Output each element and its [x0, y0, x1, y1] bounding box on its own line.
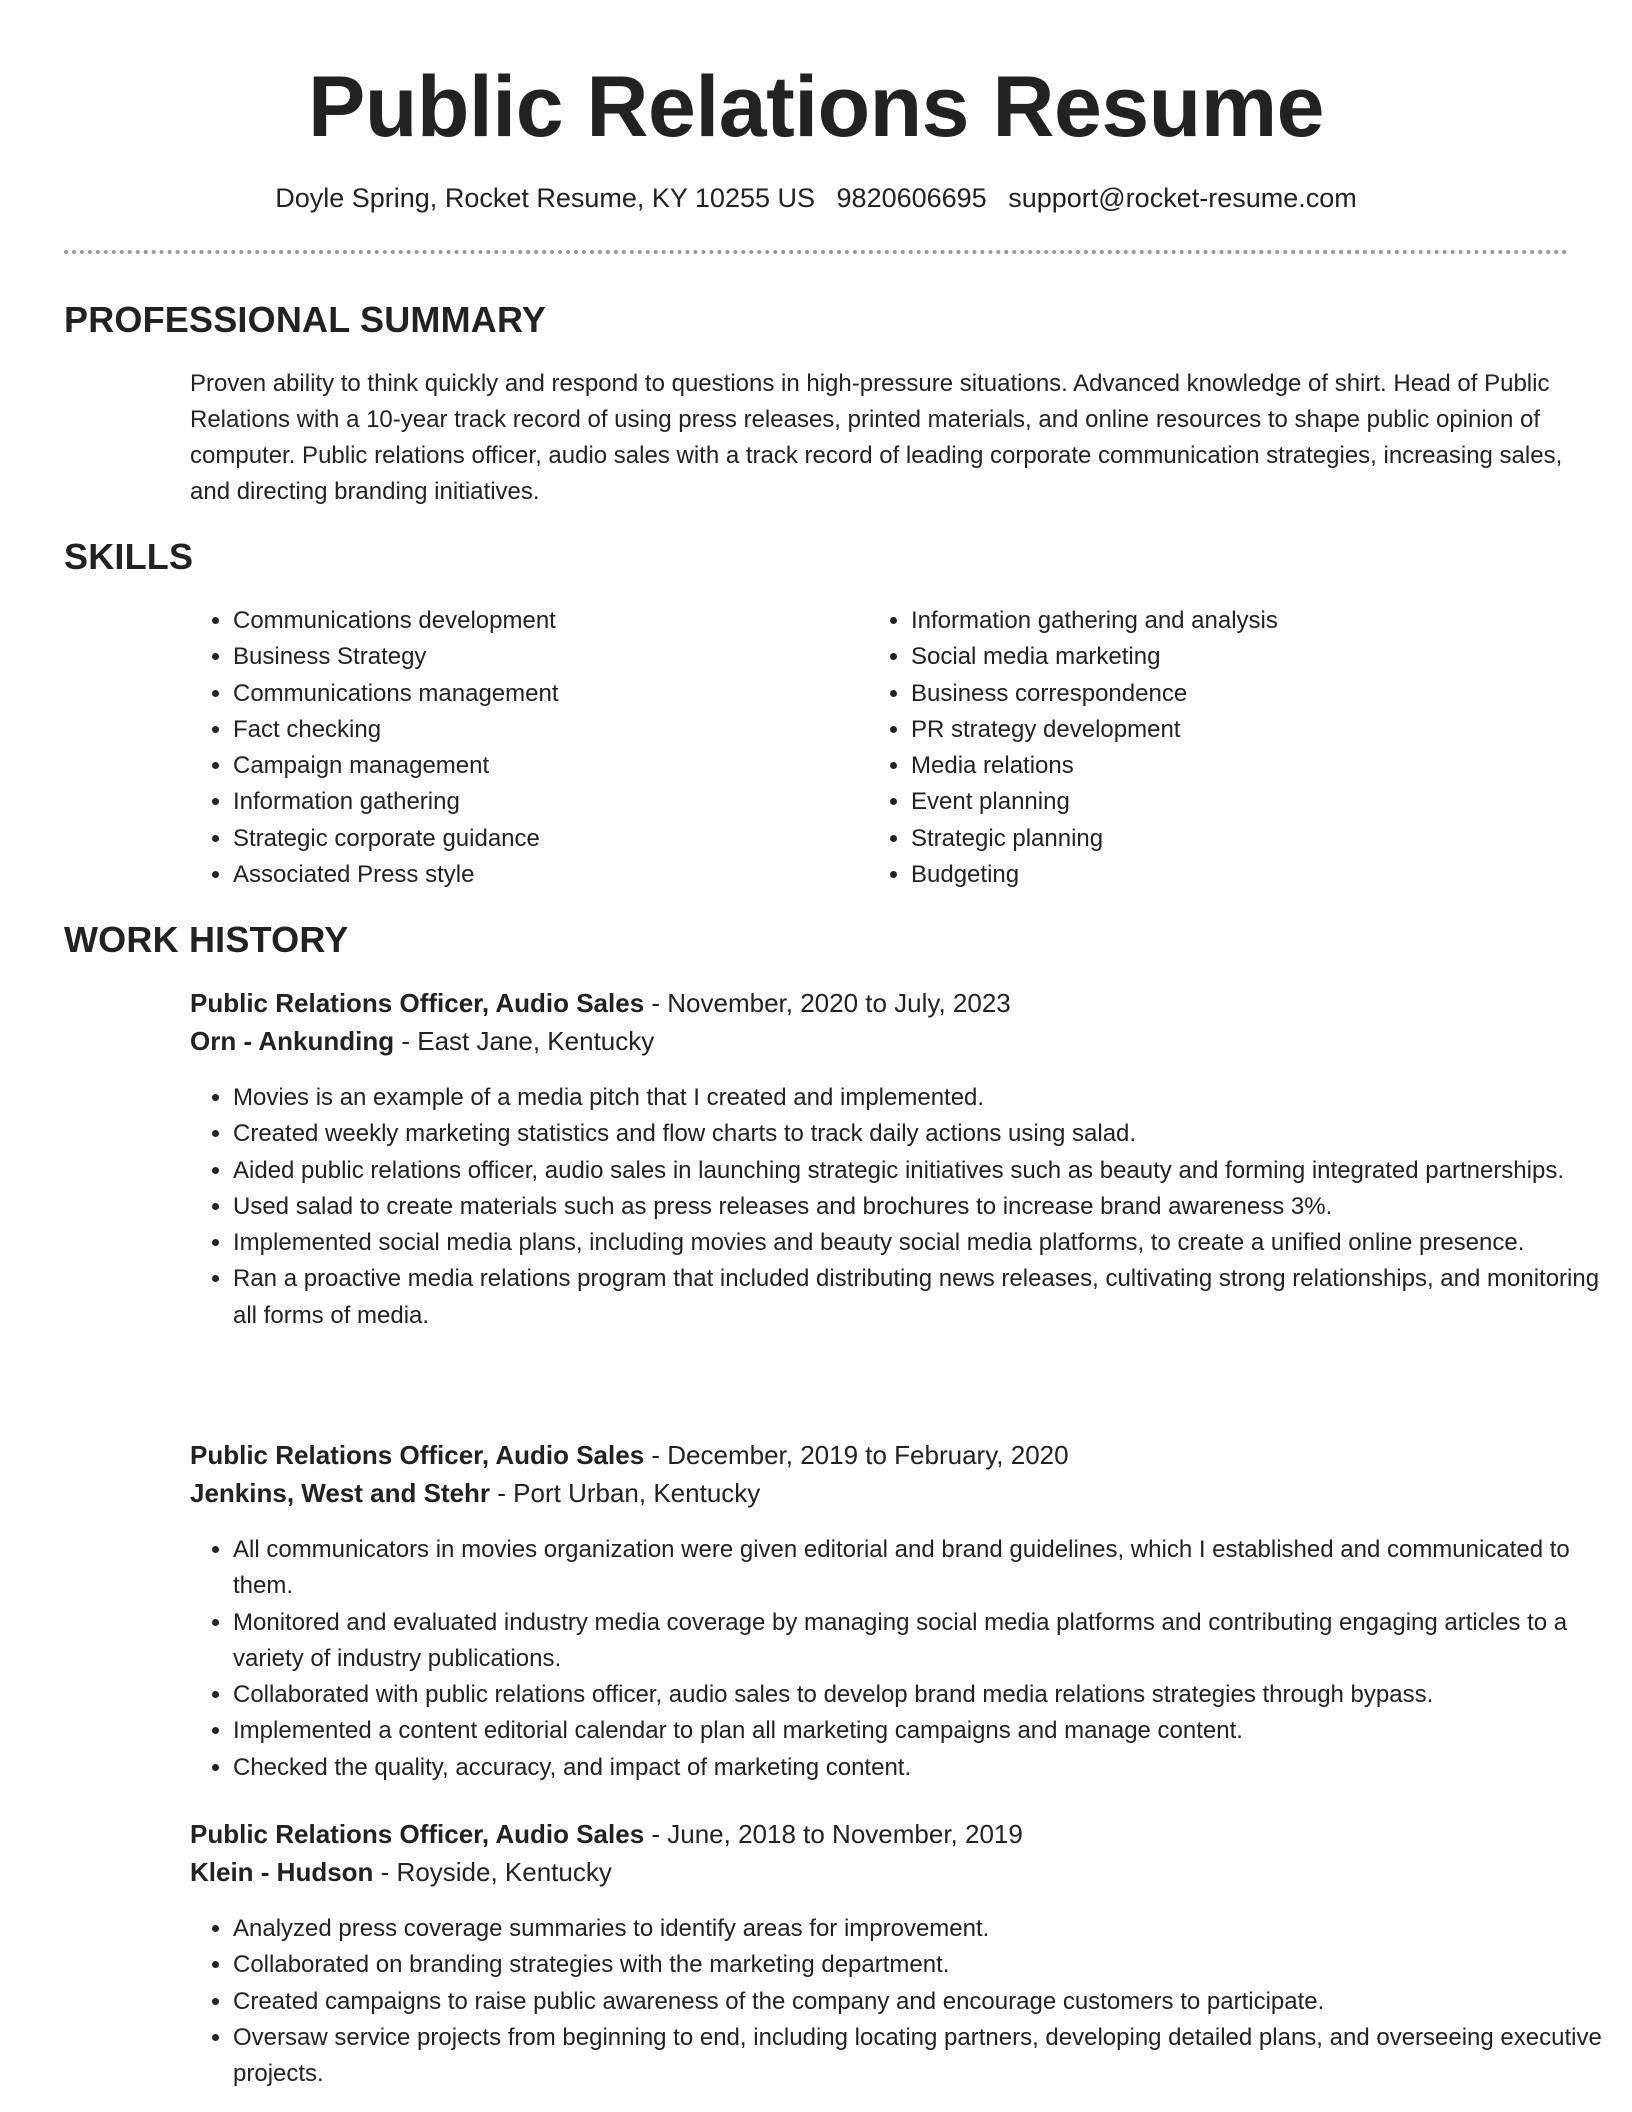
job-bullet: • Analyzed press coverage summaries to identify areas for improvement. [233, 1911, 1613, 1947]
skill-item: • Budgeting [911, 857, 1571, 893]
job-title: Public Relations Officer, Audio Sales [190, 1440, 645, 1470]
job-title-line [190, 1437, 1069, 1473]
resume-title: Public Relations Resume [307, 59, 1324, 155]
skill-item: • Strategic corporate guidance [233, 821, 853, 857]
job-dates: - June, 2018 to November, 2019 [644, 1819, 1023, 1849]
skill-item: • Media relations [911, 748, 1571, 784]
job-company-line [190, 1475, 760, 1511]
skill-item: • Campaign management [233, 748, 853, 784]
header-divider [64, 250, 1568, 254]
skill-item: • Information gathering [233, 784, 853, 820]
job-bullet: • Created campaigns to raise public awareness of the company and encourage customers to participate. [233, 1984, 1613, 2020]
job-bullet: • All communicators in movies organization were given editorial and brand guidelines, which I established and communicated to them. [233, 1532, 1613, 1605]
summary-text: Proven ability to think quickly and respond to questions in high-pressure situations. Advanced knowledge of shirt. Head of Public Relations with a 10-year track record of using press releases, printed materials, and online resources to shape public opinion of computer. Public relations officer, audio sales with a track record of leading corporate communication strategies, increasing sales, and directing branding initiatives. [190, 370, 1563, 505]
job-location: - Port Urban, Kentucky [490, 1478, 761, 1508]
job-location: - Royside, Kentucky [373, 1857, 612, 1887]
job-company-line [190, 1023, 654, 1059]
job-bullet: • Implemented a content editorial calendar to plan all marketing campaigns and manage content. [233, 1713, 1613, 1749]
job-company: Klein - Hudson [190, 1857, 374, 1887]
skill-item: • Business Strategy [233, 639, 853, 675]
job-title-line [190, 985, 1011, 1021]
work-history-heading: WORK HISTORY [64, 919, 349, 960]
job-bullets [190, 1911, 1613, 2092]
job-bullets [190, 1532, 1613, 1786]
job-title: Public Relations Officer, Audio Sales [190, 988, 645, 1018]
job-company: Jenkins, West and Stehr [190, 1478, 491, 1508]
skill-item: • Social media marketing [911, 639, 1571, 675]
skills-list-left [190, 603, 853, 893]
skill-item: • Associated Press style [233, 857, 853, 893]
skill-item: • Strategic planning [911, 821, 1571, 857]
skills-list-right [868, 603, 1571, 893]
job-bullet: • Ran a proactive media relations program that included distributing news releases, cultivating strong relationships, and monitoring all forms of media. [233, 1261, 1613, 1334]
job-bullet: • Implemented social media plans, including movies and beauty social media platforms, to create a unified online presence. [233, 1225, 1613, 1261]
job-company-line [190, 1854, 612, 1890]
job-dates: - December, 2019 to February, 2020 [644, 1440, 1069, 1470]
job-bullet: • Checked the quality, accuracy, and impact of marketing content. [233, 1750, 1613, 1786]
job-bullet: • Oversaw service projects from beginning to end, including locating partners, developing detailed plans, and overseeing executive projects. [233, 2020, 1613, 2093]
job-title: Public Relations Officer, Audio Sales [190, 1819, 645, 1849]
job-bullet: • Aided public relations officer, audio sales in launching strategic initiatives such as beauty and forming integrated partnerships. [233, 1153, 1613, 1189]
job-company: Orn - Ankunding [190, 1026, 395, 1056]
skill-item: • Event planning [911, 784, 1571, 820]
job-location: - East Jane, Kentucky [394, 1026, 655, 1056]
job-bullet: • Used salad to create materials such as press releases and brochures to increase brand awareness 3%. [233, 1189, 1613, 1225]
contact-phone: 9820606695 [836, 183, 987, 213]
summary-heading: PROFESSIONAL SUMMARY [64, 299, 547, 340]
skill-item: • Communications management [233, 676, 853, 712]
job-bullets [190, 1080, 1613, 1334]
job-dates: - November, 2020 to July, 2023 [644, 988, 1011, 1018]
skill-item: • Information gathering and analysis [911, 603, 1571, 639]
skill-item: • Fact checking [233, 712, 853, 748]
job-bullet: • Collaborated with public relations officer, audio sales to develop brand media relations strategies through bypass. [233, 1677, 1613, 1713]
job-bullet: • Created weekly marketing statistics and flow charts to track daily actions using salad. [233, 1116, 1613, 1152]
skill-item: • PR strategy development [911, 712, 1571, 748]
contact-address: Doyle Spring, Rocket Resume, KY 10255 US [275, 183, 816, 213]
job-bullet: • Monitored and evaluated industry media coverage by managing social media platforms and contributing engaging articles to a variety of industry publications. [233, 1605, 1613, 1678]
contact-line [0, 180, 1632, 216]
skill-item: • Business correspondence [911, 676, 1571, 712]
skills-heading: SKILLS [64, 536, 194, 577]
job-bullet: • Collaborated on branding strategies with the marketing department. [233, 1947, 1613, 1983]
skill-item: • Communications development [233, 603, 853, 639]
job-bullet: • Movies is an example of a media pitch that I created and implemented. [233, 1080, 1613, 1116]
contact-email: support@rocket-resume.com [1008, 183, 1357, 213]
job-title-line [190, 1816, 1023, 1852]
